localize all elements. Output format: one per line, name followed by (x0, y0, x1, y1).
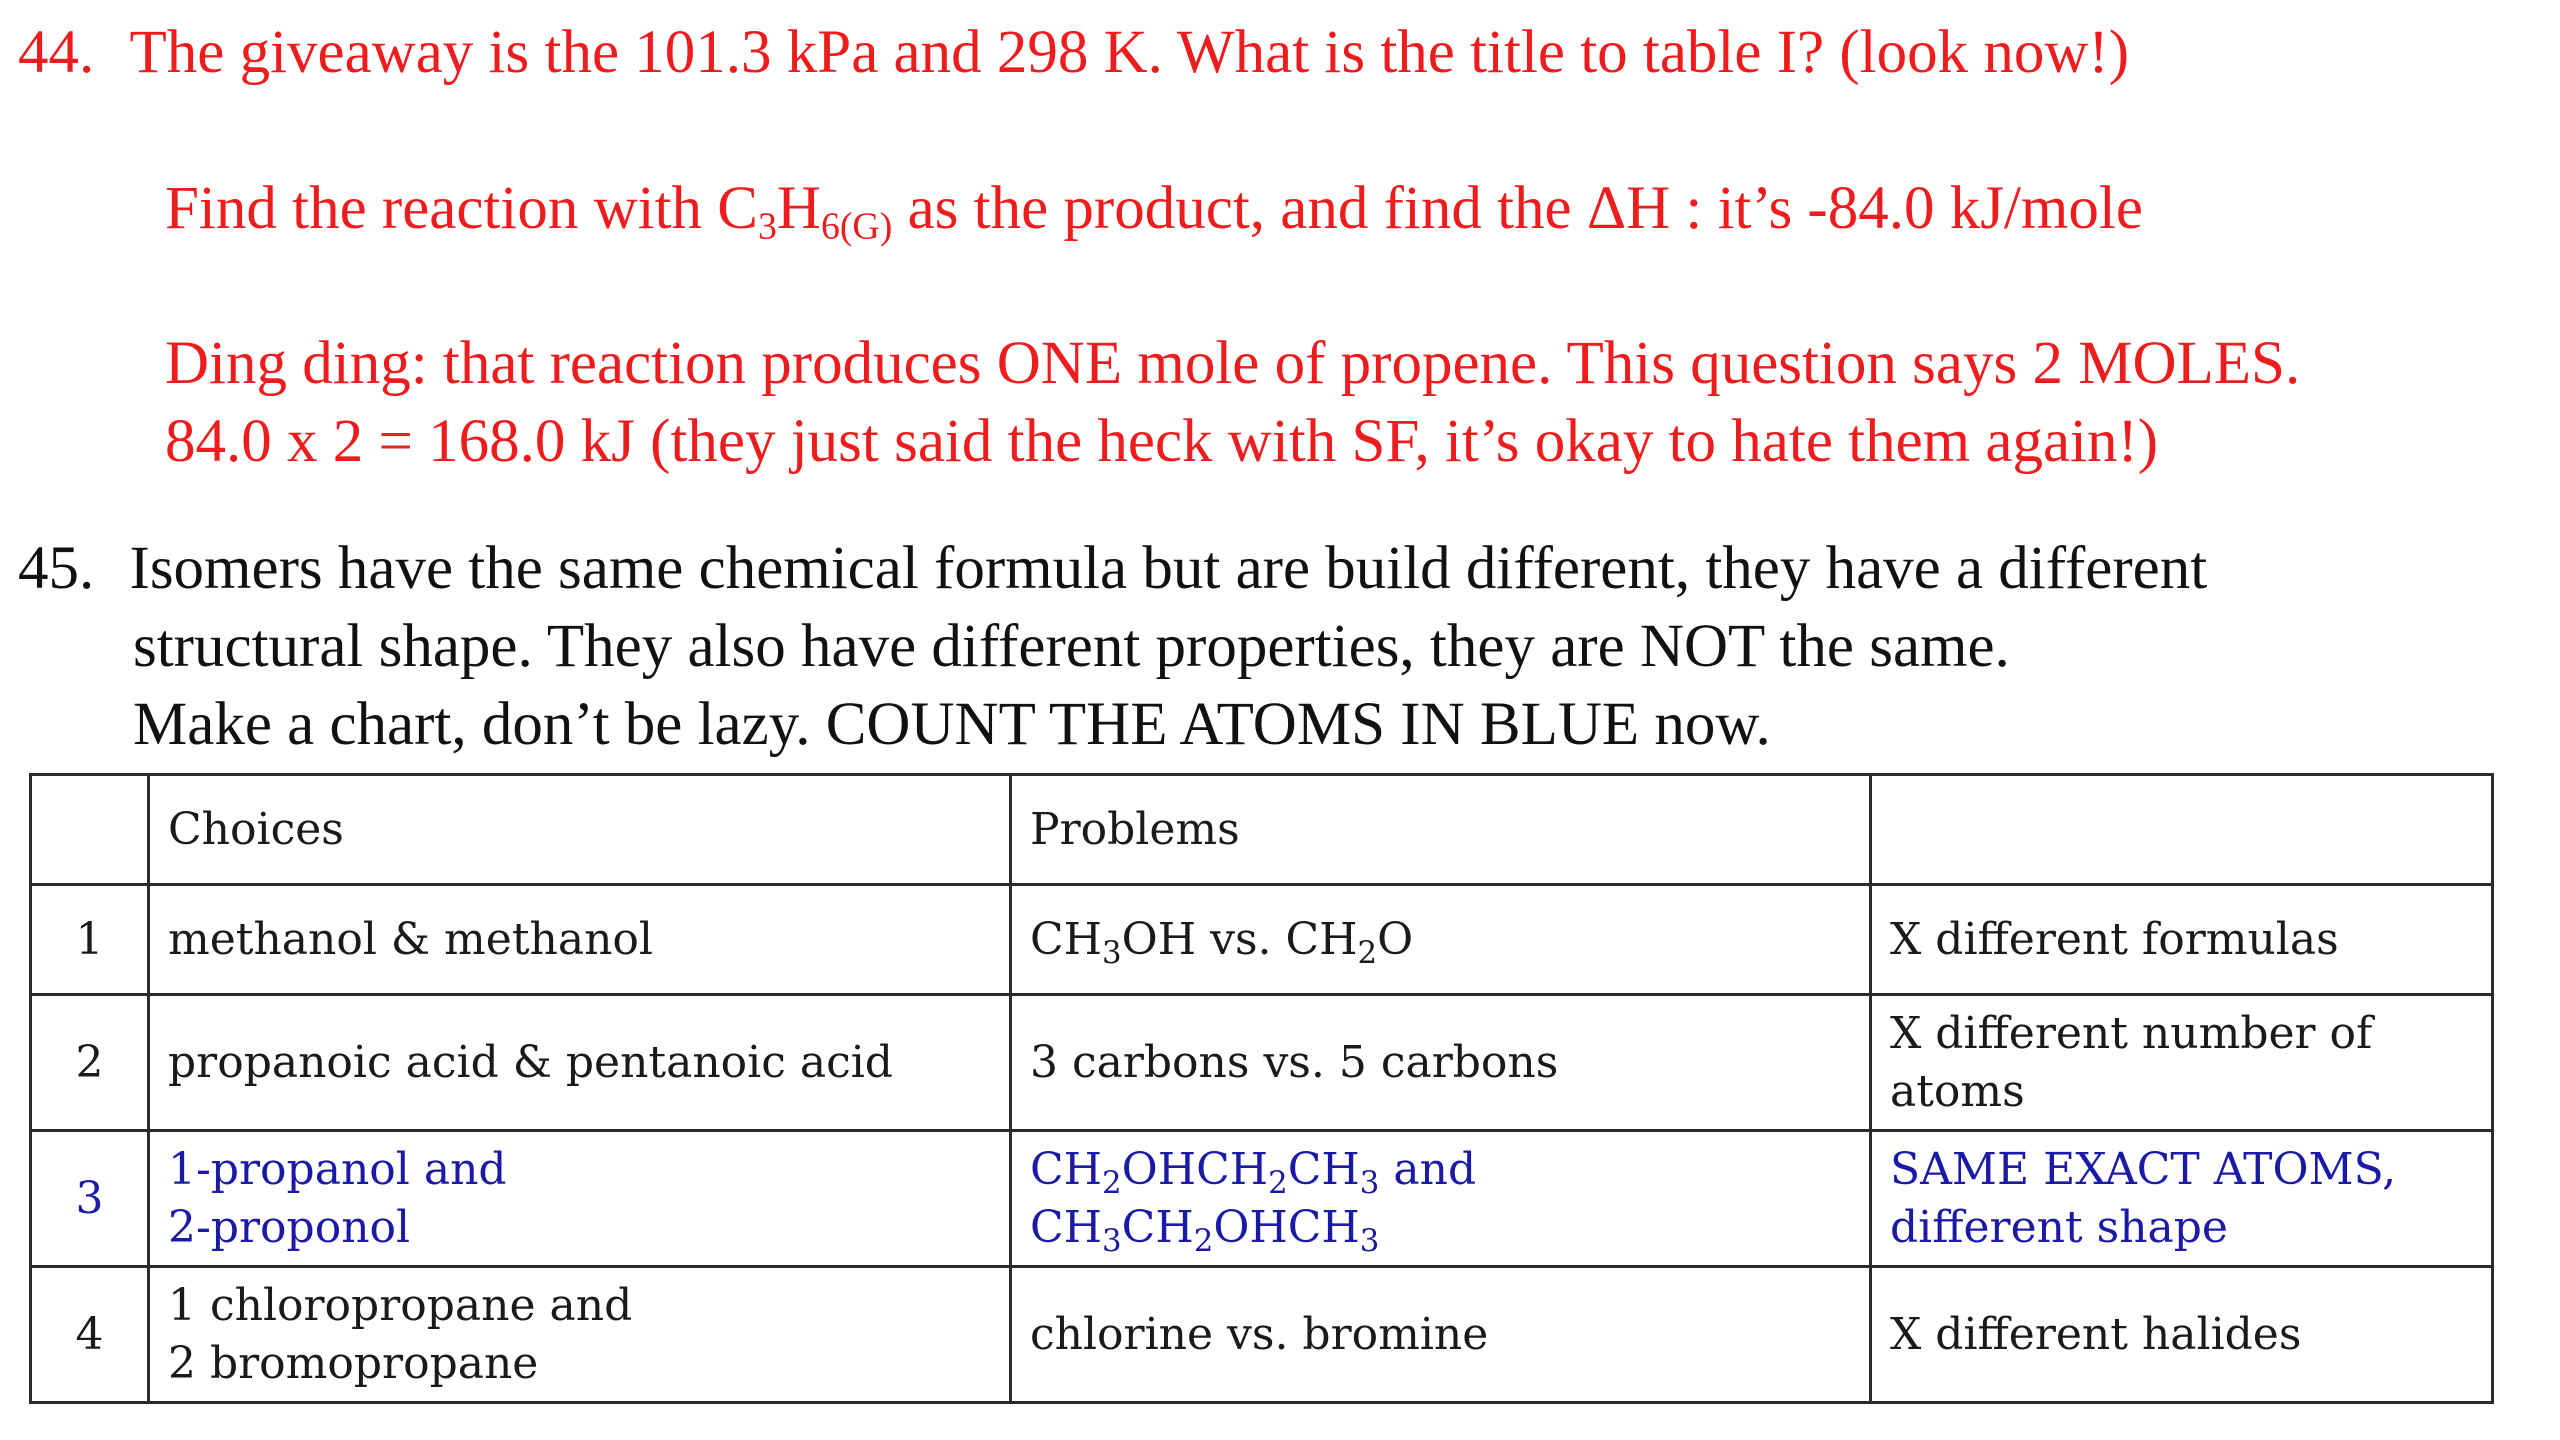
table-row (31, 885, 2493, 995)
header-cell-problems: Problems (1011, 775, 1871, 885)
problem-cell-line-1 (1030, 1306, 1851, 1363)
subscript: 3 (1102, 1222, 1122, 1259)
result-cell-line-1 (1890, 1005, 2473, 1062)
text-run: SAME EXACT ATOMS, (1890, 1144, 2397, 1196)
header-cell-result (1871, 775, 2493, 885)
q44-line-3: Ding ding: that reaction produces ONE mole of propene. This question says 2 MOLES. (165, 330, 2301, 397)
text-run: CH (1030, 1201, 1103, 1253)
text-run: 1 chloropropane and (168, 1280, 633, 1332)
row-number-cell: 3 (31, 1131, 149, 1267)
text-run: OH vs. CH (1121, 913, 1358, 965)
q44-line-2 (165, 175, 2143, 248)
q45-line-2: structural shape. They also have different properties, they are NOT the same. (133, 613, 2010, 680)
result-cell-line-1 (1890, 1141, 2473, 1198)
result-cell-line-1 (1890, 1306, 2473, 1363)
text-run: different shape (1890, 1201, 2228, 1253)
result-cell (1871, 1267, 2493, 1403)
row-number-cell: 4 (31, 1267, 149, 1403)
text-run: 2 bromopropane (168, 1337, 539, 1389)
q44-text-1: The giveaway is the 101.3 kPa and 298 K. What is the title to table I? (look now!) (129, 19, 2130, 86)
q44-line-4: 84.0 x 2 = 168.0 kJ (they just said the heck with SF, it’s okay to hate them again!) (165, 408, 2159, 475)
choice-cell-line-2 (168, 1335, 991, 1392)
text-run: CH (1121, 1201, 1194, 1253)
choice-cell-line-1 (168, 1277, 991, 1334)
table-header-row (31, 775, 2493, 885)
text-run: 2-proponol (168, 1201, 411, 1253)
choice-cell-line-1 (168, 1141, 991, 1198)
q44-line-1 (18, 19, 2130, 86)
q45-number: 45. (18, 535, 95, 602)
result-cell-line-2 (1890, 1063, 2473, 1120)
result-cell (1871, 995, 2493, 1131)
text-run: and (1379, 1144, 1477, 1196)
header-cell-choices: Choices (149, 775, 1011, 885)
q44-sub-carbon: 3 (757, 205, 777, 248)
q44-text-2-mid: H (776, 175, 821, 242)
result-cell (1871, 1131, 2493, 1267)
subscript: 2 (1357, 935, 1378, 972)
problem-cell-line-2 (1030, 1199, 1851, 1259)
q44-text-2-pre: Find the reaction with C (165, 175, 758, 242)
text-run: propanoic acid & pentanoic acid (168, 1036, 893, 1088)
isomer-chart-table (29, 773, 2494, 1404)
choice-cell (149, 885, 1011, 995)
text-run: X different halides (1890, 1308, 2302, 1360)
problem-cell-line-1 (1030, 911, 1851, 972)
q44-number: 44. (18, 19, 95, 86)
q45-line-3: Make a chart, don’t be lazy. COUNT THE ATOMS IN BLUE now. (133, 691, 1771, 758)
subscript: 2 (1193, 1222, 1214, 1259)
problem-cell (1011, 995, 1871, 1131)
q45-line-1 (18, 535, 2208, 602)
text-run: CH (1030, 913, 1103, 965)
text-run: 1-propanol and (168, 1144, 507, 1196)
text-run: CH (1287, 1144, 1360, 1196)
problem-cell-line-1 (1030, 1034, 1851, 1091)
result-cell-line-1 (1890, 911, 2473, 968)
choice-cell-line-1 (168, 1034, 991, 1091)
header-cell-index (31, 775, 149, 885)
text-run: chlorine vs. bromine (1030, 1308, 1489, 1360)
table-row (31, 1131, 2493, 1267)
problem-cell (1011, 885, 1871, 995)
result-cell (1871, 885, 2493, 995)
table-row (31, 1267, 2493, 1403)
row-number-cell: 1 (31, 885, 149, 995)
text-run: O (1377, 913, 1414, 965)
text-run: X different number of (1890, 1008, 2373, 1060)
choice-cell (149, 995, 1011, 1131)
problem-cell-line-1 (1030, 1141, 1851, 1202)
subscript: 3 (1359, 1222, 1380, 1259)
text-run: X different formulas (1890, 913, 2339, 965)
row-number-cell: 2 (31, 995, 149, 1131)
result-cell-line-2 (1890, 1199, 2473, 1256)
subscript: 3 (1102, 935, 1122, 972)
text-run: OHCH (1213, 1201, 1360, 1253)
text-run: atoms (1890, 1065, 2025, 1117)
choice-cell-line-1 (168, 911, 991, 968)
q45-text-1: Isomers have the same chemical formula but are build different, they have a different (129, 535, 2208, 602)
subscript: 2 (1268, 1165, 1288, 1202)
subscript: 3 (1359, 1165, 1380, 1202)
text-run: 3 carbons vs. 5 carbons (1030, 1036, 1559, 1088)
table-row (31, 995, 2493, 1131)
problem-cell (1011, 1267, 1871, 1403)
choice-cell-line-2 (168, 1199, 991, 1256)
problem-cell (1011, 1131, 1871, 1267)
q44-text-2-post: as the product, and find the ΔH : it’s -84.0 kJ/mole (892, 175, 2143, 242)
text-run: methanol & methanol (168, 913, 653, 965)
choice-cell (149, 1267, 1011, 1403)
choice-cell (149, 1131, 1011, 1267)
subscript: 2 (1102, 1165, 1122, 1202)
isomer-chart-body (31, 775, 2493, 1403)
text-run: CH (1030, 1144, 1103, 1196)
text-run: OHCH (1121, 1144, 1269, 1196)
q44-sub-hydrogen: 6(G) (820, 205, 893, 248)
